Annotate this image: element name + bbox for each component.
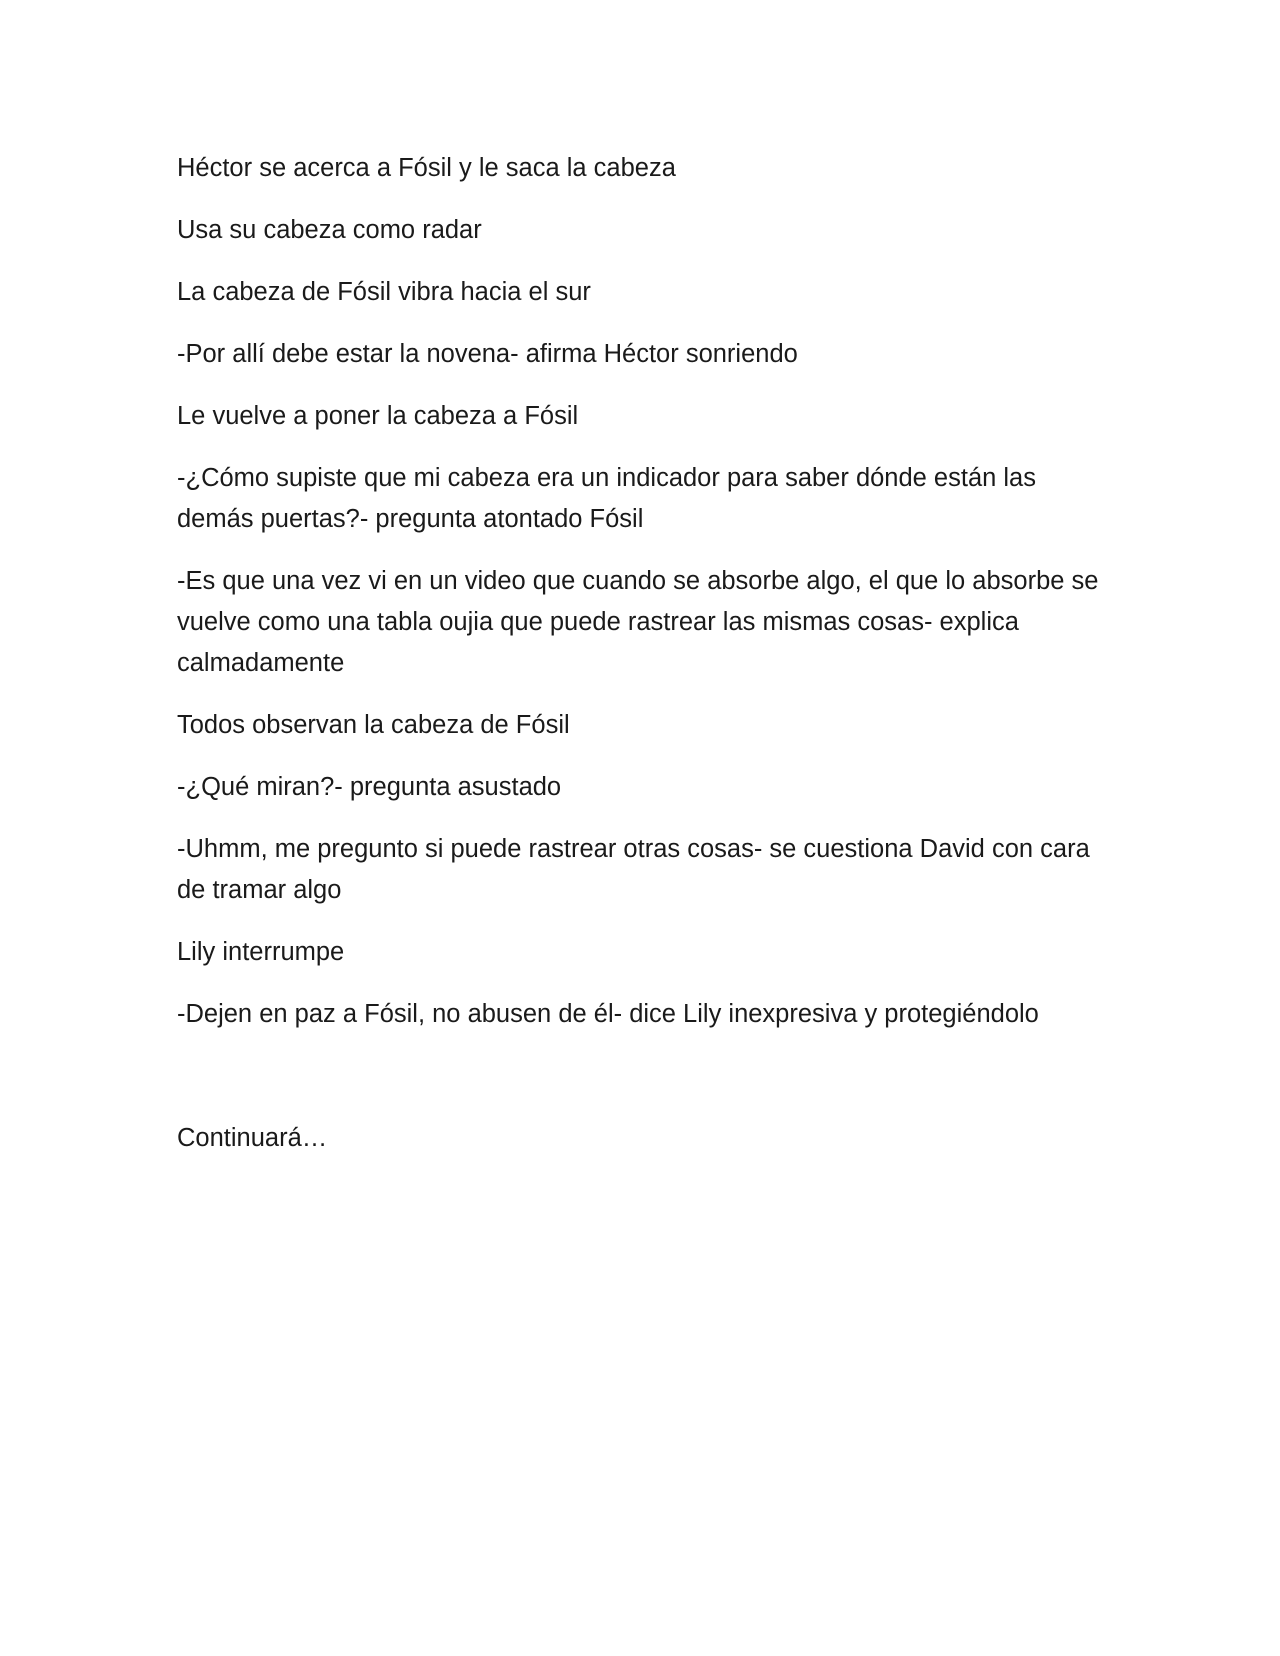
paragraph-2: Usa su cabeza como radar [177, 216, 482, 244]
paragraph-1: Héctor se acerca a Fósil y le saca la cabeza [177, 154, 676, 182]
paragraph-10: -Uhmm, me pregunto si puede rastrear otras cosas- se cuestiona David con cara de tramar algo [177, 835, 1090, 904]
paragraph-12: -Dejen en paz a Fósil, no abusen de él- dice Lily inexpresiva y protegiéndolo [177, 1000, 1039, 1028]
paragraph-7: -Es que una vez vi en un video que cuando se absorbe algo, el que lo absorbe se vuelve como una tabla oujia que puede rastrear las mismas cosas- explica calmadamente [177, 567, 1099, 677]
paragraph-4: -Por allí debe estar la novena- afirma Héctor sonriendo [177, 340, 798, 368]
closing-line: Continuará… [177, 1124, 328, 1152]
paragraph-6: -¿Cómo supiste que mi cabeza era un indicador para saber dónde están las demás puertas?- pregunta atontado Fósil [177, 464, 1036, 533]
document-body [177, 148, 1107, 1180]
blank-line [177, 1056, 1107, 1118]
paragraph-11: Lily interrumpe [177, 938, 345, 966]
paragraph-3: La cabeza de Fósil vibra hacia el sur [177, 278, 591, 306]
paragraph-9: -¿Qué miran?- pregunta asustado [177, 773, 562, 801]
paragraph-8: Todos observan la cabeza de Fósil [177, 711, 570, 739]
paragraph-5: Le vuelve a poner la cabeza a Fósil [177, 402, 579, 430]
